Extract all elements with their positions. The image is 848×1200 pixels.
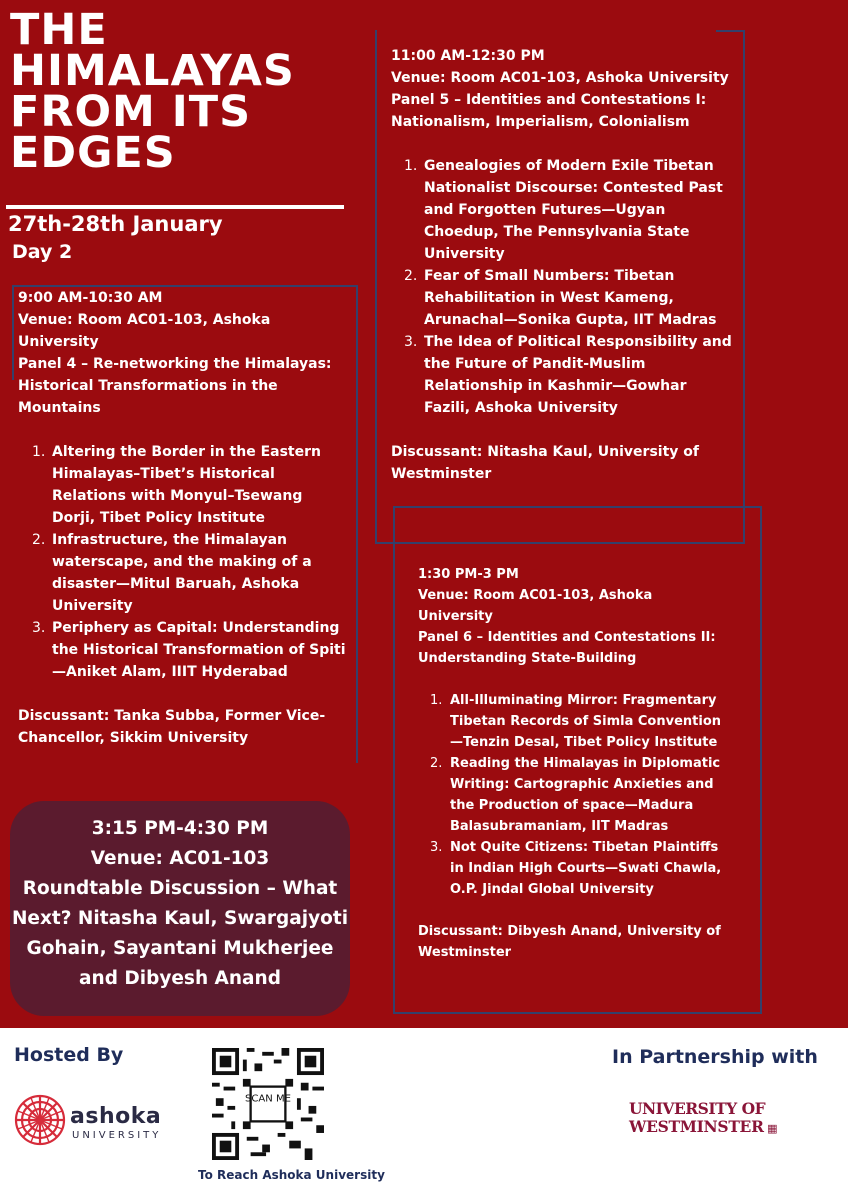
paper-item: 3. The Idea of Political Responsibility and the Future of Pandit-Muslim Relationship in Kashmir—Gowhar Fazili, Ashoka University [404,334,732,416]
paper-text: Not Quite Citizens: Tibetan Plaintiffs in Indian High Courts—Swati Chawla, O.P. Jindal Global University [450,840,722,897]
paper-text: Altering the Border in the Eastern Himalayas–Tibet’s Historical Relations with Monyul–Tsewang Dorji, Tibet Policy Institute [52,444,321,526]
footer [0,1028,848,1200]
panel-discussant: Discussant: Tanka Subba, Former Vice-Chancellor, Sikkim University [18,708,326,746]
paper-item: 3. Periphery as Capital: Understanding the Historical Transformation of Spiti—Aniket Alam, IIIT Hyderabad [32,620,346,680]
paper-item: 3. Not Quite Citizens: Tibetan Plaintiffs in Indian High Courts—Swati Chawla, O.P. Jindal Global University [430,840,722,897]
panel-venue: Venue: Room AC01-103, Ashoka University [18,312,271,350]
paper-item: 2. Reading the Himalayas in Diplomatic Writing: Cartographic Anxieties and the Production of space—Madura Balasubramaniam, IIT Madras [430,756,721,834]
paper-list [430,690,728,900]
panel-4 [18,287,348,749]
roundtable-venue: Venue: AC01-103 [90,848,270,869]
paper-text: The Idea of Political Responsibility and the Future of Pandit-Muslim Relationship in Kashmir—Gowhar Fazili, Ashoka University [424,334,732,416]
panel-venue: Venue: Room AC01-103, Ashoka University [418,588,653,624]
qr-badge-label: SCAN ME [245,1093,291,1105]
paper-item: 2. Infrastructure, the Himalayan waterscape, and the making of a disaster—Mitul Baruah, Ashoka University [32,532,312,614]
event-day: Day 2 [12,241,73,263]
panel-title: Panel 6 – Identities and Contestations II: Understanding State-Building [418,630,716,666]
panel-5 [391,45,736,485]
roundtable-time: 3:15 PM-4:30 PM [91,818,269,839]
panel4-frame-left [12,285,14,380]
paper-list [404,155,736,419]
panel-title: Panel 5 – Identities and Contestations I: Nationalism, Imperialism, Colonialism [391,92,707,130]
panel4-frame-right [356,285,358,763]
panel6-frame-top [393,506,762,508]
paper-text: Reading the Himalayas in Diplomatic Writing: Cartographic Anxieties and the Production of space—Madura Balasubramaniam, IIT Madras [450,756,721,834]
roundtable-description: Roundtable Discussion – What Next? Nitasha Kaul, Swargajyoti Gohain, Sayantani Mukherjee and Dibyesh Anand [11,878,349,989]
title-line: EDGES [10,128,176,178]
panel-6 [418,564,728,963]
roundtable-box [10,801,350,1016]
paper-list [32,441,348,683]
qr-code-icon [212,1048,324,1160]
westminster-line1: UNIVERSITY OF [629,1099,766,1118]
ashoka-wordmark: ashoka [70,1104,162,1129]
title-line: THE [10,5,108,55]
paper-text: Genealogies of Modern Exile Tibetan Nationalist Discourse: Contested Past and Forgotten Futures—Ugyan Choedup, The Pennsylvania State University [424,158,723,262]
title-divider [6,205,344,209]
paper-item: 1. All-Illuminating Mirror: Fragmentary Tibetan Records of Simla Convention—Tenzin Desal, Tibet Policy Institute [430,693,722,750]
panel5-frame-top [375,30,377,544]
panel-discussant: Discussant: Nitasha Kaul, University of Westminster [391,444,699,482]
paper-text: All-Illuminating Mirror: Fragmentary Tibetan Records of Simla Convention—Tenzin Desal, Tibet Policy Institute [450,693,722,750]
westminster-line2 [629,1118,789,1138]
panel-venue: Venue: Room AC01-103, Ashoka University [391,70,729,86]
panel5-frame-top-right-tick [716,30,745,32]
paper-text: Fear of Small Numbers: Tibetan Rehabilitation in West Kameng, Arunachal—Sonika Gupta, IIT Madras [424,268,717,328]
event-dates: 27th-28th January [8,212,223,236]
panel-title: Panel 4 – Re-networking the Himalayas: Historical Transformations in the Mountains [18,356,332,416]
panel6-frame-left [393,506,395,1014]
panel6-frame-right [760,506,762,1014]
westminster-logo [629,1100,789,1138]
paper-item: 2. Fear of Small Numbers: Tibetan Rehabilitation in West Kameng, Arunachal—Sonika Gupta, IIT Madras [404,268,717,328]
partnership-label: In Partnership with [612,1046,818,1068]
ashoka-wordmark-sub: UNIVERSITY [72,1130,162,1141]
panel5-frame-right [743,30,745,544]
title-line: HIMALAYAS [10,46,295,96]
portcullis-icon: ▦ [763,1122,778,1135]
panel-time: 11:00 AM-12:30 PM [391,48,545,64]
panel-time: 1:30 PM-3 PM [418,567,519,582]
hosted-by-label: Hosted By [14,1044,124,1066]
paper-item: 1. Altering the Border in the Eastern Himalayas–Tibet’s Historical Relations with Monyul–Tsewang Dorji, Tibet Policy Institute [32,444,321,526]
panel-discussant: Discussant: Dibyesh Anand, University of Westminster [418,924,721,960]
paper-item: 1. Genealogies of Modern Exile Tibetan Nationalist Discourse: Contested Past and Forgotten Futures—Ugyan Choedup, The Pennsylvania State University [404,158,723,262]
paper-text: Infrastructure, the Himalayan waterscape, and the making of a disaster—Mitul Baruah, Ashoka University [52,532,312,614]
title-line: FROM ITS [10,87,252,137]
panel-time: 9:00 AM-10:30 AM [18,290,163,306]
poster-title [10,5,350,178]
paper-text: Periphery as Capital: Understanding the Historical Transformation of Spiti—Aniket Alam, IIIT Hyderabad [52,620,346,680]
qr-caption: To Reach Ashoka University [198,1168,385,1182]
westminster-wordmark: WESTMINSTER [629,1117,764,1136]
